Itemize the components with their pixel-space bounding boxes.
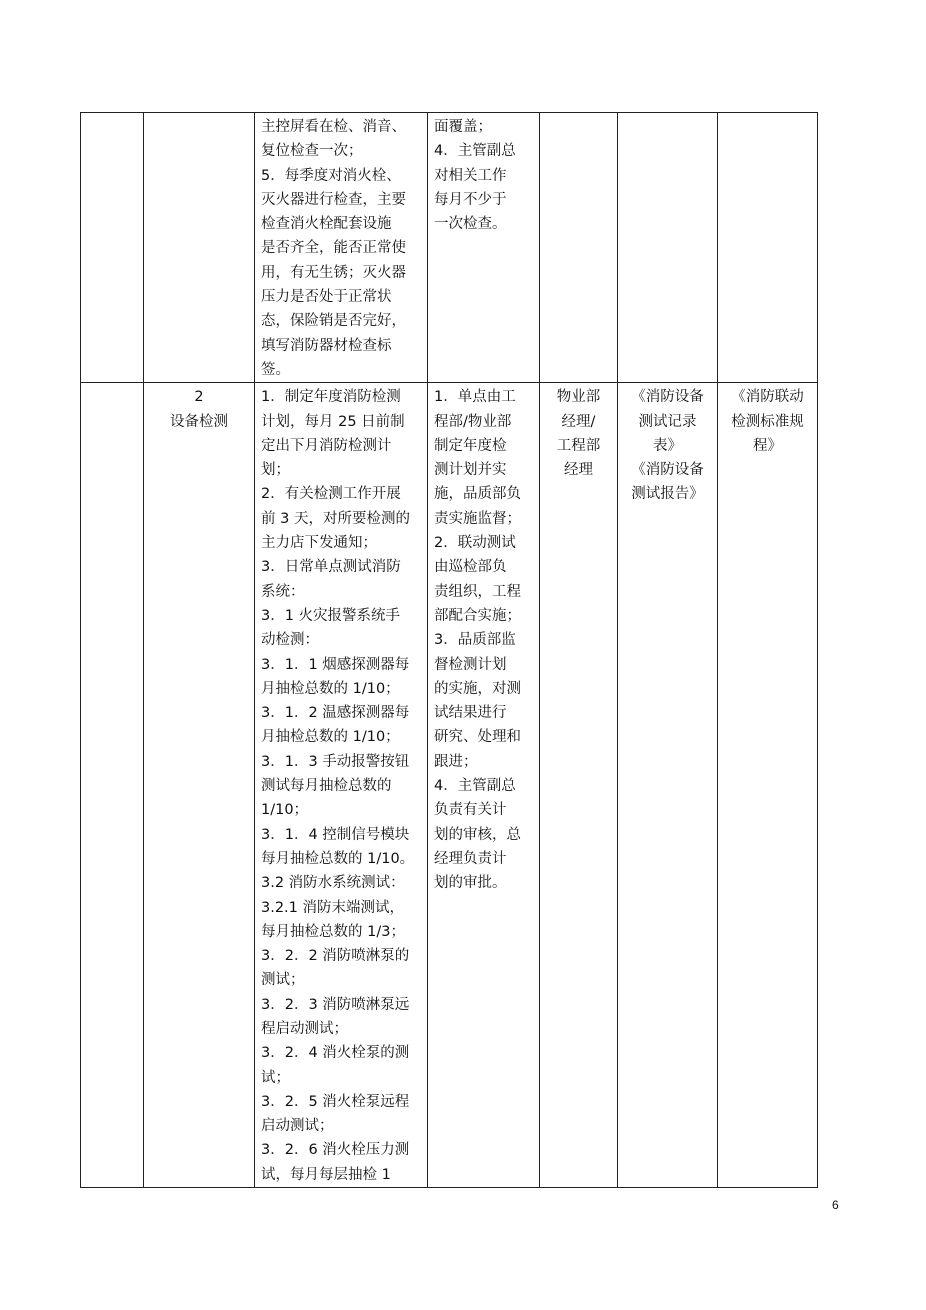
- standard-cell: [718, 113, 818, 383]
- owner-cell: 物业部 经理/ 工程部 经理: [540, 383, 618, 1188]
- content-cell: [255, 113, 428, 383]
- category-cell: [81, 383, 144, 1188]
- item-name: 设备检测: [170, 413, 228, 430]
- item-cell: [144, 383, 255, 1188]
- content-cell: [255, 383, 428, 1188]
- responsibility-cell: [428, 113, 540, 383]
- responsibility-text: 1．单点由工 程部/物业部 制定年度检 测计划并实 施，品质部负 责实施监督； 2．联动测试 由巡检部负 责组织，工程 部配合实施； 3．品质部监 督检测计划 的实施，对测 试结果进行 研究、处理和 跟进； 4．主管副总 负责有关计 划的审核，总 经理负责计 划的审批。: [434, 389, 521, 892]
- responsibility-cell: [428, 383, 540, 1188]
- responsibility-text: 面覆盖； 4．主管副总 对相关工作 每月不少于 一次检查。: [434, 119, 516, 233]
- table-row: [81, 113, 818, 383]
- standard-cell: 《消防联动 检测标准规 程》: [718, 383, 818, 1188]
- table-row: [81, 383, 818, 1188]
- content-text: 1．制定年度消防检测 计划，每月 25 日前制 定出下月消防检测计 划； 2．有关检测工作开展 前 3 天，对所要检测的 主力店下发通知； 3．日常单点测试消防 系统： 3．1 火灾报警系统手 动检测： 3．1．1 烟感探测器每 月抽检总数的 1/10； 3．1．2 温感探测器每 月抽检总数的 1/10； 3．1．3 手动报警按钮 测试每月抽检总数的 1/10； 3．1．4 控制信号模块 每月抽检总数的 1/10。 3.2 消防水系统测试： 3.2.1 消防末端测试， 每月抽检总数的 1/3； 3．2．2 消防喷淋泵的 测试； 3．2．3 消防喷淋泵远 程启动测试； 3．2．4 消火栓泵的测 试； 3．2．5 消火栓泵远程 启动测试； 3．2．6 消火栓压力测 试，每月每层抽检 1: [261, 389, 415, 1183]
- item-number: 2: [194, 389, 204, 406]
- page-number: 6: [832, 1198, 839, 1212]
- item-cell: [144, 113, 255, 383]
- records-cell: [618, 113, 718, 383]
- category-cell: [81, 113, 144, 383]
- procedure-table: [80, 112, 818, 1188]
- owner-cell: [540, 113, 618, 383]
- records-cell: 《消防设备 测试记录 表》 《消防设备 测试报告》: [618, 383, 718, 1188]
- content-text: 主控屏看在检、消音、 复位检查一次； 5．每季度对消火栓、 灭火器进行检查，主要 检查消火栓配套设施 是否齐全，能否正常使 用，有无生锈；灭火器 压力是否处于正常状 态，保险销是否完好， 填写消防器材检查标 签。: [261, 119, 406, 378]
